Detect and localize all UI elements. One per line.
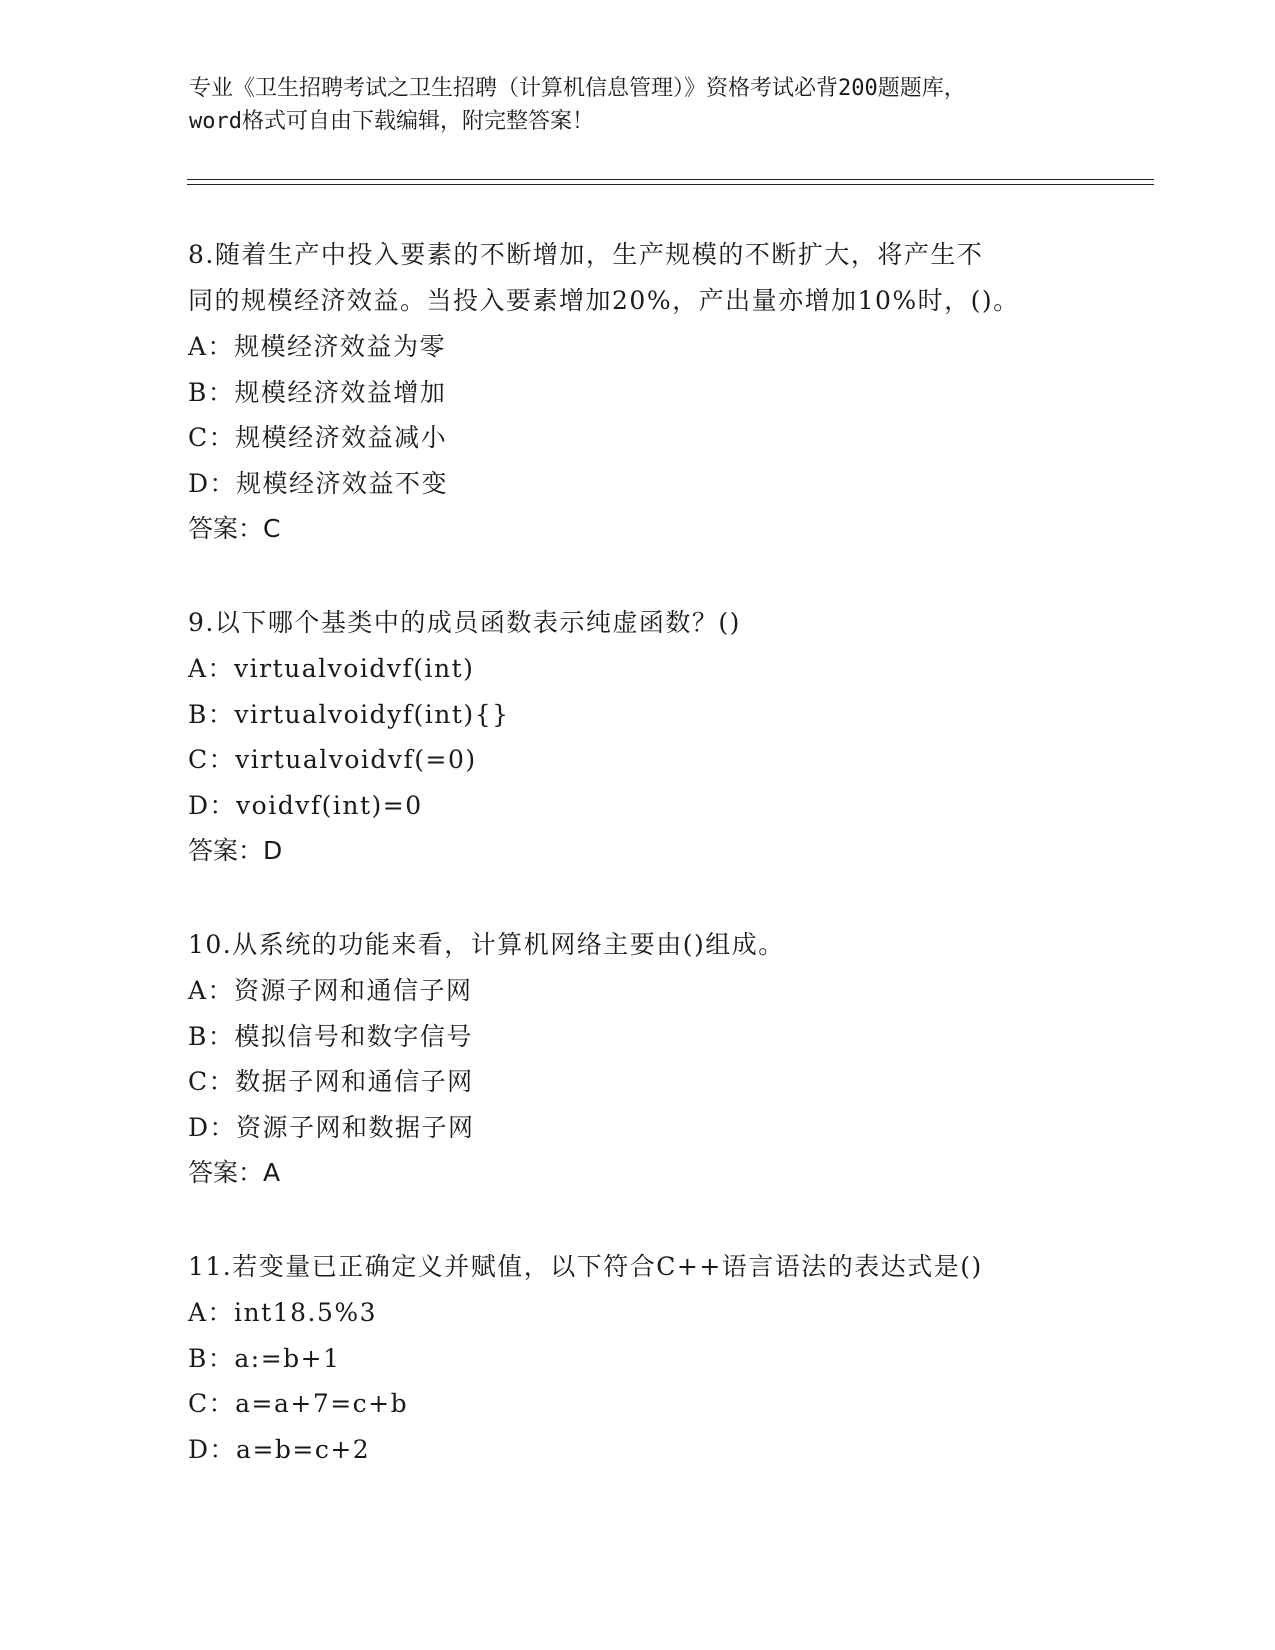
option-c: C：virtualvoidvf(=0) bbox=[188, 745, 477, 774]
header-title-line-2: word格式可自由下载编辑，附完整答案！ bbox=[189, 109, 594, 134]
header-title-line-1: 专业《卫生招聘考试之卫生招聘（计算机信息管理）》资格考试必背200题题库， bbox=[189, 76, 966, 101]
option-b: B：a:=b+1 bbox=[188, 1343, 341, 1373]
option-b: B：模拟信号和数字信号 bbox=[188, 1021, 473, 1051]
option-a: A：规模经济效益为零 bbox=[188, 332, 447, 361]
question-10 bbox=[188, 922, 1088, 1196]
question-stem: 8.随着生产中投入要素的不断增加，生产规模的不断扩大，将产生不 bbox=[188, 240, 984, 269]
option-d: D：资源子网和数据子网 bbox=[188, 1112, 475, 1142]
option-a: A：virtualvoidvf(int) bbox=[188, 654, 475, 683]
header-divider-bottom bbox=[187, 184, 1154, 185]
option-a: A：资源子网和通信子网 bbox=[188, 976, 473, 1005]
question-11 bbox=[188, 1244, 1088, 1472]
option-c: C：规模经济效益减小 bbox=[188, 423, 448, 452]
answer-line: 答案：A bbox=[188, 1158, 281, 1187]
answer-line: 答案：C bbox=[188, 514, 281, 543]
question-9 bbox=[188, 600, 1088, 874]
question-stem: 9.以下哪个基类中的成员函数表示纯虚函数？() bbox=[188, 608, 741, 637]
question-stem: 11.若变量已正确定义并赋值，以下符合C++语言语法的表达式是() bbox=[188, 1252, 983, 1281]
header-divider-top bbox=[187, 179, 1154, 180]
question-stem: 10.从系统的功能来看，计算机网络主要由()组成。 bbox=[188, 930, 785, 959]
option-c: C：数据子网和通信子网 bbox=[188, 1067, 474, 1096]
option-b: B：规模经济效益增加 bbox=[188, 377, 447, 407]
question-stem: 同的规模经济效益。当投入要素增加20%，产出量亦增加10%时，()。 bbox=[188, 286, 1020, 315]
option-c: C：a=a+7=c+b bbox=[188, 1389, 409, 1418]
question-8 bbox=[188, 232, 1088, 552]
answer-line: 答案：D bbox=[188, 836, 283, 865]
option-d: D：voidvf(int)=0 bbox=[188, 790, 423, 820]
option-d: D：规模经济效益不变 bbox=[188, 468, 449, 498]
option-b: B：virtualvoidyf(int){} bbox=[188, 699, 510, 729]
option-d: D：a=b=c+2 bbox=[188, 1434, 371, 1464]
question-list bbox=[188, 232, 1088, 1520]
document-header bbox=[189, 72, 1089, 138]
option-a: A：int18.5%3 bbox=[188, 1298, 378, 1327]
